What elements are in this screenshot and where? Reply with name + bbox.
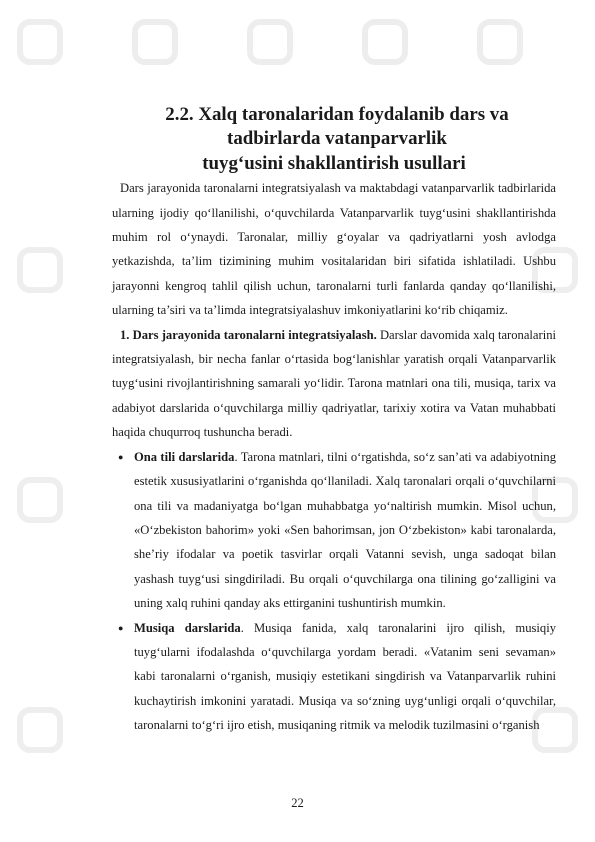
list-item: [112, 445, 556, 616]
list-item: [112, 616, 556, 738]
bullet-dot-icon: ●: [118, 451, 124, 462]
point1-paragraph: [112, 323, 556, 445]
section-title-line1: 2.2. Xalq taronalaridan foydalanib dars va tadbirlarda vatanparvarlik: [165, 104, 509, 150]
section-title-line2: tuyg‘usini shakllantirish usullari: [202, 152, 466, 174]
point1-heading: 1. Dars jarayonida taronalarni integratsiyalash.: [120, 327, 377, 342]
intro-paragraph: Dars jarayonida taronalarni integratsiyalash va maktabdagi vatanparvarlik tadbirlarida ularning ijodiy qo‘llanilishi, o‘quvchilarda Vatanparvarlik tuyg‘usini shakllantirishda muhim rol o‘ynaydi. Taronalar, milliy g‘oyalar va qadriyatlarni yosh avlodga yetkazishda, ta’lim tizimining muhim vositalaridan biri sifatida ishlatiladi. Ushbu jarayonni kengroq tahlil qilish uchun, taronalarni turli fanlarda qanday qo‘llanilishi, ularning ta’siri va ta’limda integratsiyalashuv imkoniyatlarini ko‘rib chiqamiz.: [112, 181, 556, 318]
bullet-heading: Ona tili darslarida: [134, 449, 235, 464]
section-title: [112, 103, 556, 176]
page-number: 22: [291, 796, 304, 810]
point1-text: Darslar davomida xalq taronalarini integratsiyalash, bir necha fanlar o‘rtasida bog‘lanishlar yaratish orqali Vatanparvarlik tuyg‘usini rivojlantirishning samarali yo‘lidir. Tarona matnlari ona tili, musiqa, tarix va adabiyot darslarida o‘quvchilarga milliy qadriyatlar, tarixiy xotira va Vatan muhabbati haqida chuqurroq tushuncha beradi.: [112, 327, 556, 440]
bullet-heading: Musiqa darslarida: [134, 620, 241, 635]
bullet-dot-icon: ●: [118, 622, 124, 633]
bullet-text: . Musiqa fanida, xalq taronalarini ijro qilish, musiqiy tuyg‘ularni ifodalashda o‘quvchilarga yordam beradi. «Vatanim seni sevaman» kabi taronalarni o‘rganish, musiqiy estetikani singdirish va Vatanparvarlik ruhini kuchaytirish imkonini yaratadi. Musiqa va so‘zning uyg‘unligi orqali o‘quvchilar, taronalarni to‘g‘ri ijro etish, musiqaning ritmik va melodik tuzilmasini o‘rganish: [134, 620, 556, 733]
bullet-text: . Tarona matnlari, tilni o‘rgatishda, so‘z san’ati va adabiyotning estetik xususiyatlarini o‘rganishda qo‘llaniladi. Xalq taronalari orqali o‘quvchilarni ona tili va madaniyatga bo‘lgan muhabbatga yo‘naltirish mumkin. Misol uchun, «O‘zbekiston bahorim» yoki «Sen bahorimsan, jon O‘zbekiston» kabi taronalarda, she’riy ifodalar va poetik tasvirlar orqali Vatanni sevish, unga sadoqat bilan yashash tuyg‘usi singdiriladi. Bu orqali o‘quvchilarga ona tilining go‘zalligini va uning xalq ruhini qanday aks ettirganini tushuntirish mumkin.: [134, 449, 556, 611]
document-page: [112, 103, 556, 738]
